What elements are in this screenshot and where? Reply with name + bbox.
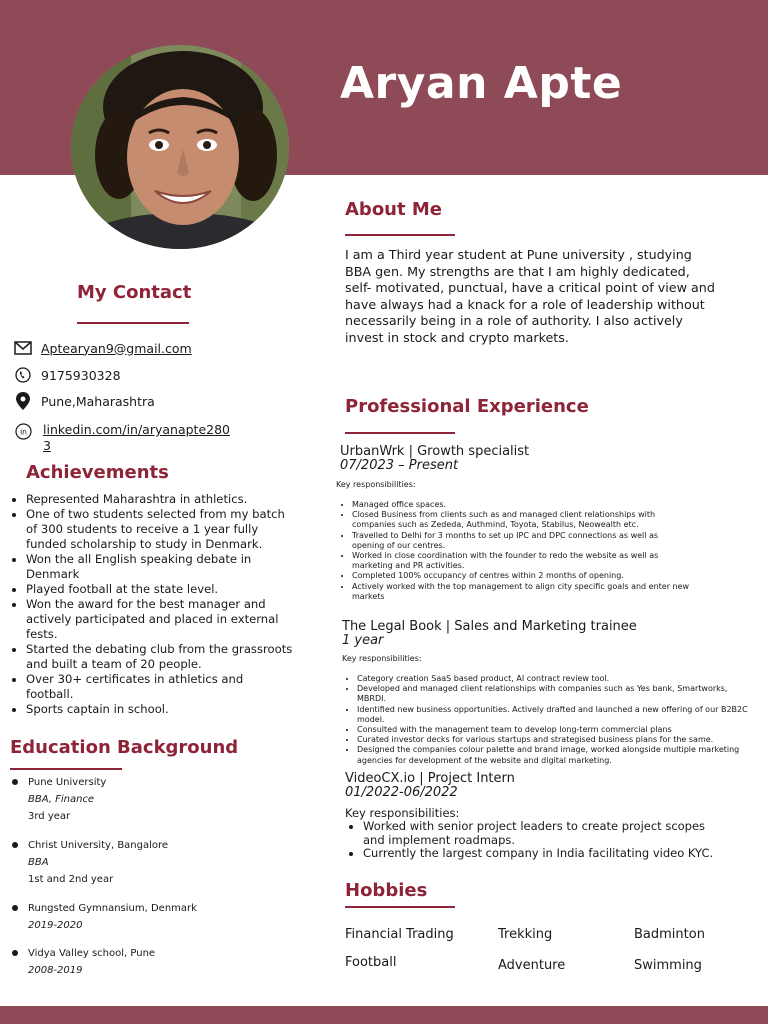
list-item: • Currently the largest company in India facilitating video KYC. [363,847,723,861]
hobby-item: Football [345,955,397,970]
achievements-title: Achievements [26,462,169,483]
bullet-icon [12,950,18,956]
job-responsibilities [341,674,757,766]
education-item [12,837,168,888]
job-dates: 01/2022-06/2022 [345,785,458,800]
job-responsibilities [336,500,692,602]
job-dates: 07/2023 – Present [340,458,459,473]
profile-photo [71,45,289,249]
education-title: Education Background [10,737,239,758]
linkedin-link[interactable] [43,422,230,454]
contact-email-row [14,339,192,357]
contact-linkedin-row [14,422,230,454]
location-text: Pune,Maharashtra [41,393,155,409]
list-item: • Started the debating club from the grassroots and built a team of 20 people. [26,642,294,672]
education-detail: 2019-2020 [28,920,83,931]
list-item: • Played football at the state level. [26,582,294,597]
bullet-icon [12,779,18,785]
hobbies-divider [345,906,455,908]
education-school: Christ University, Bangalore [28,840,169,851]
education-year: 1st and 2nd year [28,874,114,885]
list-item: • Worked in close coordination with the founder to redo the website as well as marketing and PR activities. [352,551,692,571]
about-text: I am a Third year student at Pune university , studying BBA gen. My strengths are that I am highly dedicated, self- motivated, punctual, have a critical point of view and have always had a knack for a role of leadership without necessarily being in a role of authority. I also actively invest in stock and crypto markets. [345,247,715,345]
hobby-item: Adventure [498,958,566,973]
candidate-name: Aryan Apte [340,58,623,109]
list-item: • Designed the companies colour palette and brand image, worked alongside multiple marketing agencies for development of the website and digital marketing. [357,745,757,765]
education-item [12,945,155,979]
linkedin-icon [14,422,32,440]
list-item: • One of two students selected from my batch of 300 students to receive a 1 year fully funded scholarship to study in Denmark. [26,507,294,552]
hobby-item: Badminton [634,927,705,942]
job-responsibilities [347,820,723,861]
experience-title: Professional Experience [345,396,589,417]
list-item: • Managed office spaces. [352,500,692,510]
education-year: 3rd year [28,811,71,822]
list-item: • Curated investor decks for various startups and strategised business plans for the same. [357,735,757,745]
list-item: • Actively worked with the top management to align city specific goals and enter new markets [352,582,692,602]
list-item: • Won the award for the best manager and actively participated and placed in external fests. [26,597,294,642]
contact-phone-row [14,366,121,384]
hobby-item: Financial Trading [345,927,454,942]
list-item: • Won the all English speaking debate in Denmark [26,552,294,582]
experience-divider [345,432,455,434]
list-item: • Closed Business from clients such as and managed client relationships with companies such as Zededa, Authmind, Toyota, Stabilus, Neowealth etc. [352,510,692,530]
responsibilities-label: Key responsibilities: [345,806,460,820]
phone-number: 9175930328 [41,367,121,383]
hobby-item: Trekking [498,927,553,942]
list-item: • Consulted with the management team to develop long-term commercial plans [357,725,757,735]
phone-icon [14,366,32,384]
job-title: UrbanWrk | Growth specialist [340,444,530,459]
bullet-icon [12,905,18,911]
education-school: Rungsted Gymnansium, Denmark [28,903,197,914]
about-divider [345,234,455,236]
list-item: • Over 30+ certificates in athletics and football. [26,672,294,702]
education-item [12,774,106,825]
education-item [12,900,197,934]
contact-location-row [14,392,155,410]
list-item: • Represented Maharashtra in athletics. [26,492,294,507]
linkedin-line-2: 3 [43,438,51,453]
hobby-item: Swimming [634,958,702,973]
achievements-list [10,492,294,717]
responsibilities-label: Key responsibilities: [342,654,422,663]
education-school: Pune University [28,777,107,788]
list-item: • Sports captain in school. [26,702,294,717]
hobbies-title: Hobbies [345,880,428,901]
avatar-illustration [71,45,289,249]
responsibilities-label: Key responsibilities: [336,480,416,489]
list-item: • Category creation SaaS based product, AI contract review tool. [357,674,757,684]
contact-title: My Contact [77,282,192,303]
list-item: • Developed and managed client relationships with companies such as Yes bank, Smartworks, MBRDI. [357,684,757,704]
mail-icon [14,339,32,357]
footer-band [0,1006,768,1024]
list-item: • Worked with senior project leaders to create project scopes and implement roadmaps. [363,820,723,847]
education-detail: BBA [28,857,49,868]
education-school: Vidya Valley school, Pune [28,948,156,959]
list-item: • Completed 100% occupancy of centres within 2 months of opening. [352,571,692,581]
job-dates: 1 year [342,633,384,648]
svg-text:in: in [19,427,27,436]
education-detail: BBA, Finance [28,794,95,805]
about-title: About Me [345,199,442,220]
list-item: • Identified new business opportunities. Actively drafted and launched a new offering of our B2B2C model. [357,705,757,725]
email-link[interactable]: Aptearyan9@gmail.com [41,340,192,356]
job-title: VideoCX.io | Project Intern [345,771,515,786]
contact-divider [77,322,189,324]
linkedin-line-1: linkedin.com/in/aryanapte280 [43,422,230,437]
bullet-icon [12,842,18,848]
job-title: The Legal Book | Sales and Marketing trainee [342,619,637,634]
education-divider [10,768,122,770]
location-pin-icon [14,392,32,410]
list-item: • Travelled to Delhi for 3 months to set up IPC and DPC connections as well as opening of our centres. [352,531,692,551]
education-detail: 2008-2019 [28,965,83,976]
